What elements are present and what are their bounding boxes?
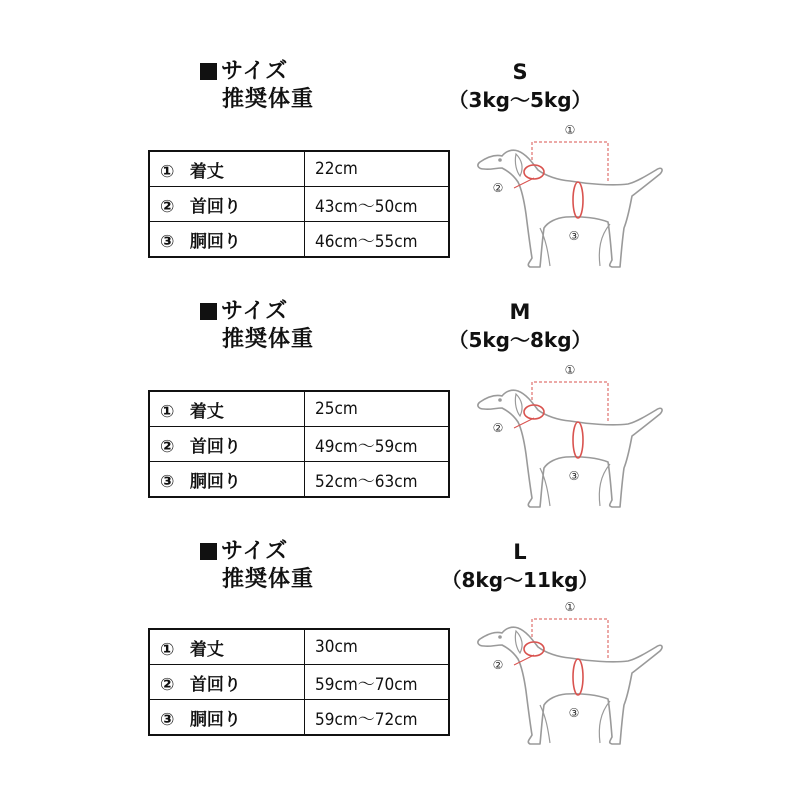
size-labels xyxy=(200,58,314,114)
weight-range: （3kg～5kg） xyxy=(448,88,592,112)
square-bullet-icon xyxy=(200,543,217,560)
table-row xyxy=(149,700,449,736)
chest-girth-ring xyxy=(573,422,583,458)
measure-value-cell: 22cm xyxy=(305,151,450,187)
length-guide-line xyxy=(532,142,608,182)
size-labels xyxy=(200,298,314,354)
size-info xyxy=(420,58,620,114)
dog-ear-icon xyxy=(515,154,522,176)
length-marker: ① xyxy=(564,363,576,377)
neck-marker: ② xyxy=(492,421,504,435)
square-bullet-icon xyxy=(200,63,217,80)
size-letter: M xyxy=(509,300,531,324)
size-section-l xyxy=(0,480,800,730)
dog-ear-icon xyxy=(515,394,522,416)
size-labels xyxy=(200,538,314,594)
dog-measurement-diagram xyxy=(470,595,670,765)
dog-eye-icon xyxy=(498,398,502,402)
measure-value-cell: 43cm～50cm xyxy=(305,187,450,222)
dog-diagram-svg xyxy=(470,595,670,765)
size-info xyxy=(420,538,620,594)
measure-name-cell: ② 首回り xyxy=(149,665,305,700)
weight-range: （5kg～8kg） xyxy=(448,328,592,352)
dog-eye-icon xyxy=(498,158,502,162)
measure-name-cell: ③ 胴回り xyxy=(149,222,305,258)
size-letter: L xyxy=(513,540,527,564)
size-label: サイズ xyxy=(221,299,289,324)
table-row xyxy=(149,151,449,187)
girth-marker: ③ xyxy=(568,229,580,243)
length-marker: ① xyxy=(564,600,576,614)
measure-value-cell: 49cm～59cm xyxy=(305,427,450,462)
measure-name-cell: ① 着丈 xyxy=(149,151,305,187)
length-guide-line xyxy=(532,382,608,422)
size-info xyxy=(420,298,620,354)
size-label: サイズ xyxy=(221,539,289,564)
neck-marker: ② xyxy=(492,658,504,672)
size-label: サイズ xyxy=(221,59,289,84)
size-letter: S xyxy=(512,60,528,84)
measurement-table xyxy=(148,628,450,736)
recommended-weight-label: 推奨体重 xyxy=(222,567,315,592)
measure-name-cell: ③ 胴回り xyxy=(149,462,305,498)
table-row xyxy=(149,391,449,427)
measure-name-cell: ① 着丈 xyxy=(149,391,305,427)
dog-outline-icon xyxy=(478,627,662,744)
measure-name-cell: ③ 胴回り xyxy=(149,700,305,736)
measure-name-cell: ② 首回り xyxy=(149,427,305,462)
measure-name-cell: ② 首回り xyxy=(149,187,305,222)
chest-girth-ring xyxy=(573,659,583,695)
table-row xyxy=(149,187,449,222)
recommended-weight-label: 推奨体重 xyxy=(222,87,315,112)
measure-value-cell: 59cm～70cm xyxy=(305,665,450,700)
measure-value-cell: 30cm xyxy=(305,629,450,665)
table-row xyxy=(149,629,449,665)
measure-value-cell: 52cm～63cm xyxy=(305,462,450,498)
dog-eye-icon xyxy=(498,635,502,639)
measure-value-cell: 25cm xyxy=(305,391,450,427)
size-section-s xyxy=(0,0,800,252)
measure-value-cell: 46cm～55cm xyxy=(305,222,450,258)
measure-name-cell: ① 着丈 xyxy=(149,629,305,665)
girth-marker: ③ xyxy=(568,706,580,720)
table-row xyxy=(149,427,449,462)
measure-value-cell: 59cm～72cm xyxy=(305,700,450,736)
dog-ear-icon xyxy=(515,631,522,653)
size-section-m xyxy=(0,240,800,492)
weight-range: （8kg～11kg） xyxy=(441,568,599,592)
length-guide-line xyxy=(532,619,608,659)
chest-girth-ring xyxy=(573,182,583,218)
table-row xyxy=(149,665,449,700)
girth-marker: ③ xyxy=(568,469,580,483)
recommended-weight-label: 推奨体重 xyxy=(222,327,315,352)
square-bullet-icon xyxy=(200,303,217,320)
neck-marker: ② xyxy=(492,181,504,195)
length-marker: ① xyxy=(564,123,576,137)
